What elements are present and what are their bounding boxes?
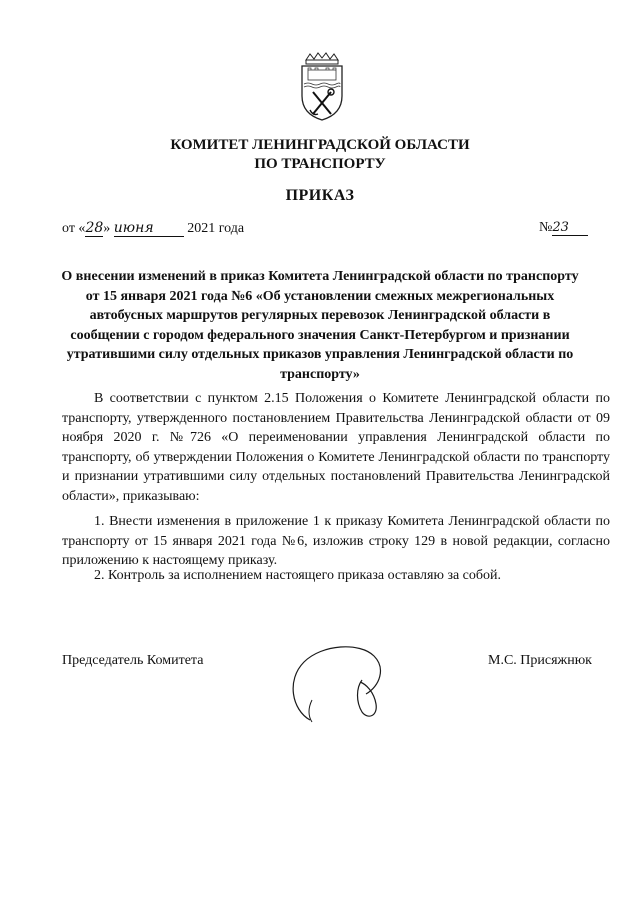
date-prefix: от «	[62, 221, 86, 236]
date-month: июня	[114, 220, 184, 237]
signatory-name: М.С. Присяжнюк	[488, 653, 592, 668]
signatory-position: Председатель Комитета	[62, 653, 204, 668]
date-year: 2021 года	[187, 221, 245, 236]
date-day: 28	[85, 220, 104, 236]
order-item-1: 1. Внести изменения в приложение 1 к приказу Комитета Ленинградской области по транспорту от 15 января 2021 года №6, изложив строку 129 в новой редакции, согласно приложению к настоящему приказу.	[62, 514, 610, 568]
document-type: ПРИКАЗ	[285, 187, 355, 204]
preamble-paragraph: В соответствии с пунктом 2.15 Положения о Комитете Ленинградской области по транспорту, утвержденного постановлением Правительства Ленинградской области от 09 ноября 2020 г. №726 «О переименовании управления Ленинградской области по транспорту, об утверждении Положения о Комитете Ленинградской области по транспорту и признании утратившими силу отдельных постановлений Правительства Ленинградской области», приказываю:	[62, 391, 610, 504]
order-date	[62, 220, 244, 237]
committee-name-line1: КОМИТЕТ ЛЕНИНГРАДСКОЙ ОБЛАСТИ	[170, 137, 470, 153]
number-value: 23	[552, 220, 588, 236]
handwritten-signature	[282, 640, 392, 730]
coat-of-arms-icon	[298, 52, 346, 122]
order-number	[539, 220, 588, 236]
document-title: О внесении изменений в приказ Комитета Ленинградской области по транспорту от 15 января 2021 года №6 «Об установлении смежных межрегиональных автобусных маршрутов регулярных перевозок Ленинградской области в сообщении с городом федерального значения Санкт-Петербургом и признании утратившими силу отдельных приказов управления Ленинградской области по транспорту»	[61, 269, 579, 382]
number-prefix: №	[539, 220, 553, 235]
date-separator: »	[103, 221, 111, 236]
committee-name	[0, 136, 640, 174]
committee-name-line2: ПО ТРАНСПОРТУ	[254, 156, 386, 172]
order-item-2: 2. Контроль за исполнением настоящего приказа оставляю за собой.	[94, 568, 502, 583]
